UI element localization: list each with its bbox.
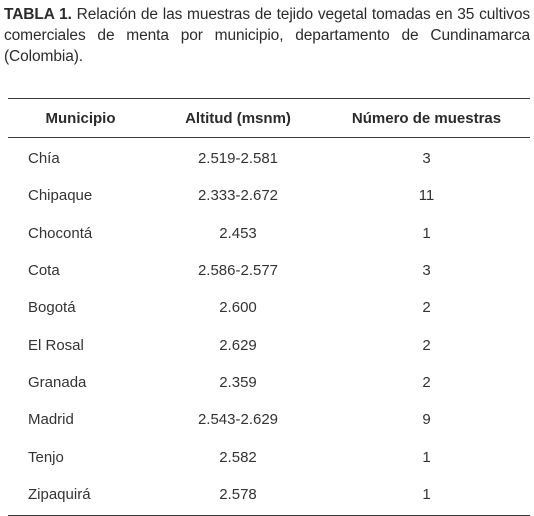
header-municipio: Municipio — [45, 109, 116, 127]
cell-altitud: 2.578 — [219, 485, 257, 503]
cell-municipio: Chocontá — [28, 224, 93, 242]
caption-label: TABLA 1. — [4, 6, 72, 23]
cell-altitud: 2.586-2.577 — [197, 262, 279, 280]
cell-municipio: Tenjo — [28, 448, 64, 466]
table-body — [8, 138, 530, 515]
cell-muestras: 3 — [422, 150, 431, 168]
table-row — [8, 177, 530, 214]
cell-muestras: 1 — [422, 485, 431, 503]
cell-muestras: 2 — [422, 299, 431, 317]
cell-muestras: 11 — [418, 187, 435, 205]
table-row — [8, 215, 530, 252]
cell-municipio: Chía — [28, 150, 60, 168]
table-row — [8, 401, 530, 438]
cell-muestras: 1 — [422, 448, 431, 466]
cell-altitud: 2.519-2.581 — [197, 150, 279, 168]
table-row — [8, 326, 530, 363]
cell-altitud: 2.333-2.672 — [197, 187, 279, 205]
cell-municipio: Cota — [28, 262, 60, 280]
cell-municipio: Granada — [28, 373, 87, 391]
table-header-row — [8, 99, 530, 137]
cell-altitud: 2.543-2.629 — [197, 411, 279, 429]
cell-muestras: 3 — [422, 262, 431, 280]
cell-altitud: 2.629 — [219, 336, 257, 354]
table-row — [8, 476, 530, 513]
cell-muestras: 1 — [422, 224, 431, 242]
table-row — [8, 140, 530, 177]
cell-municipio: Bogotá — [28, 299, 76, 317]
header-altitud: Altitud (msnm) — [185, 109, 291, 127]
table-row — [8, 438, 530, 475]
cell-altitud: 2.582 — [219, 448, 257, 466]
table-caption — [4, 4, 530, 67]
cell-municipio: El Rosal — [28, 336, 84, 354]
samples-table — [8, 98, 530, 516]
table-row — [8, 364, 530, 401]
cell-municipio: Chipaque — [28, 187, 93, 205]
cell-muestras: 9 — [422, 411, 431, 429]
table-row — [8, 252, 530, 289]
cell-altitud: 2.600 — [219, 299, 257, 317]
cell-altitud: 2.359 — [219, 373, 257, 391]
caption-text: Relación de las muestras de tejido vegetal tomadas en 35 cultivos comerciales de menta por municipio, departamento de Cundinamarca (Colombia). — [4, 6, 530, 65]
table-row — [8, 289, 530, 326]
cell-altitud: 2.453 — [219, 224, 257, 242]
cell-muestras: 2 — [422, 373, 431, 391]
cell-municipio: Madrid — [28, 411, 74, 429]
cell-municipio: Zipaquirá — [28, 485, 91, 503]
header-numero-muestras: Número de muestras — [351, 109, 502, 127]
cell-muestras: 2 — [422, 336, 431, 354]
